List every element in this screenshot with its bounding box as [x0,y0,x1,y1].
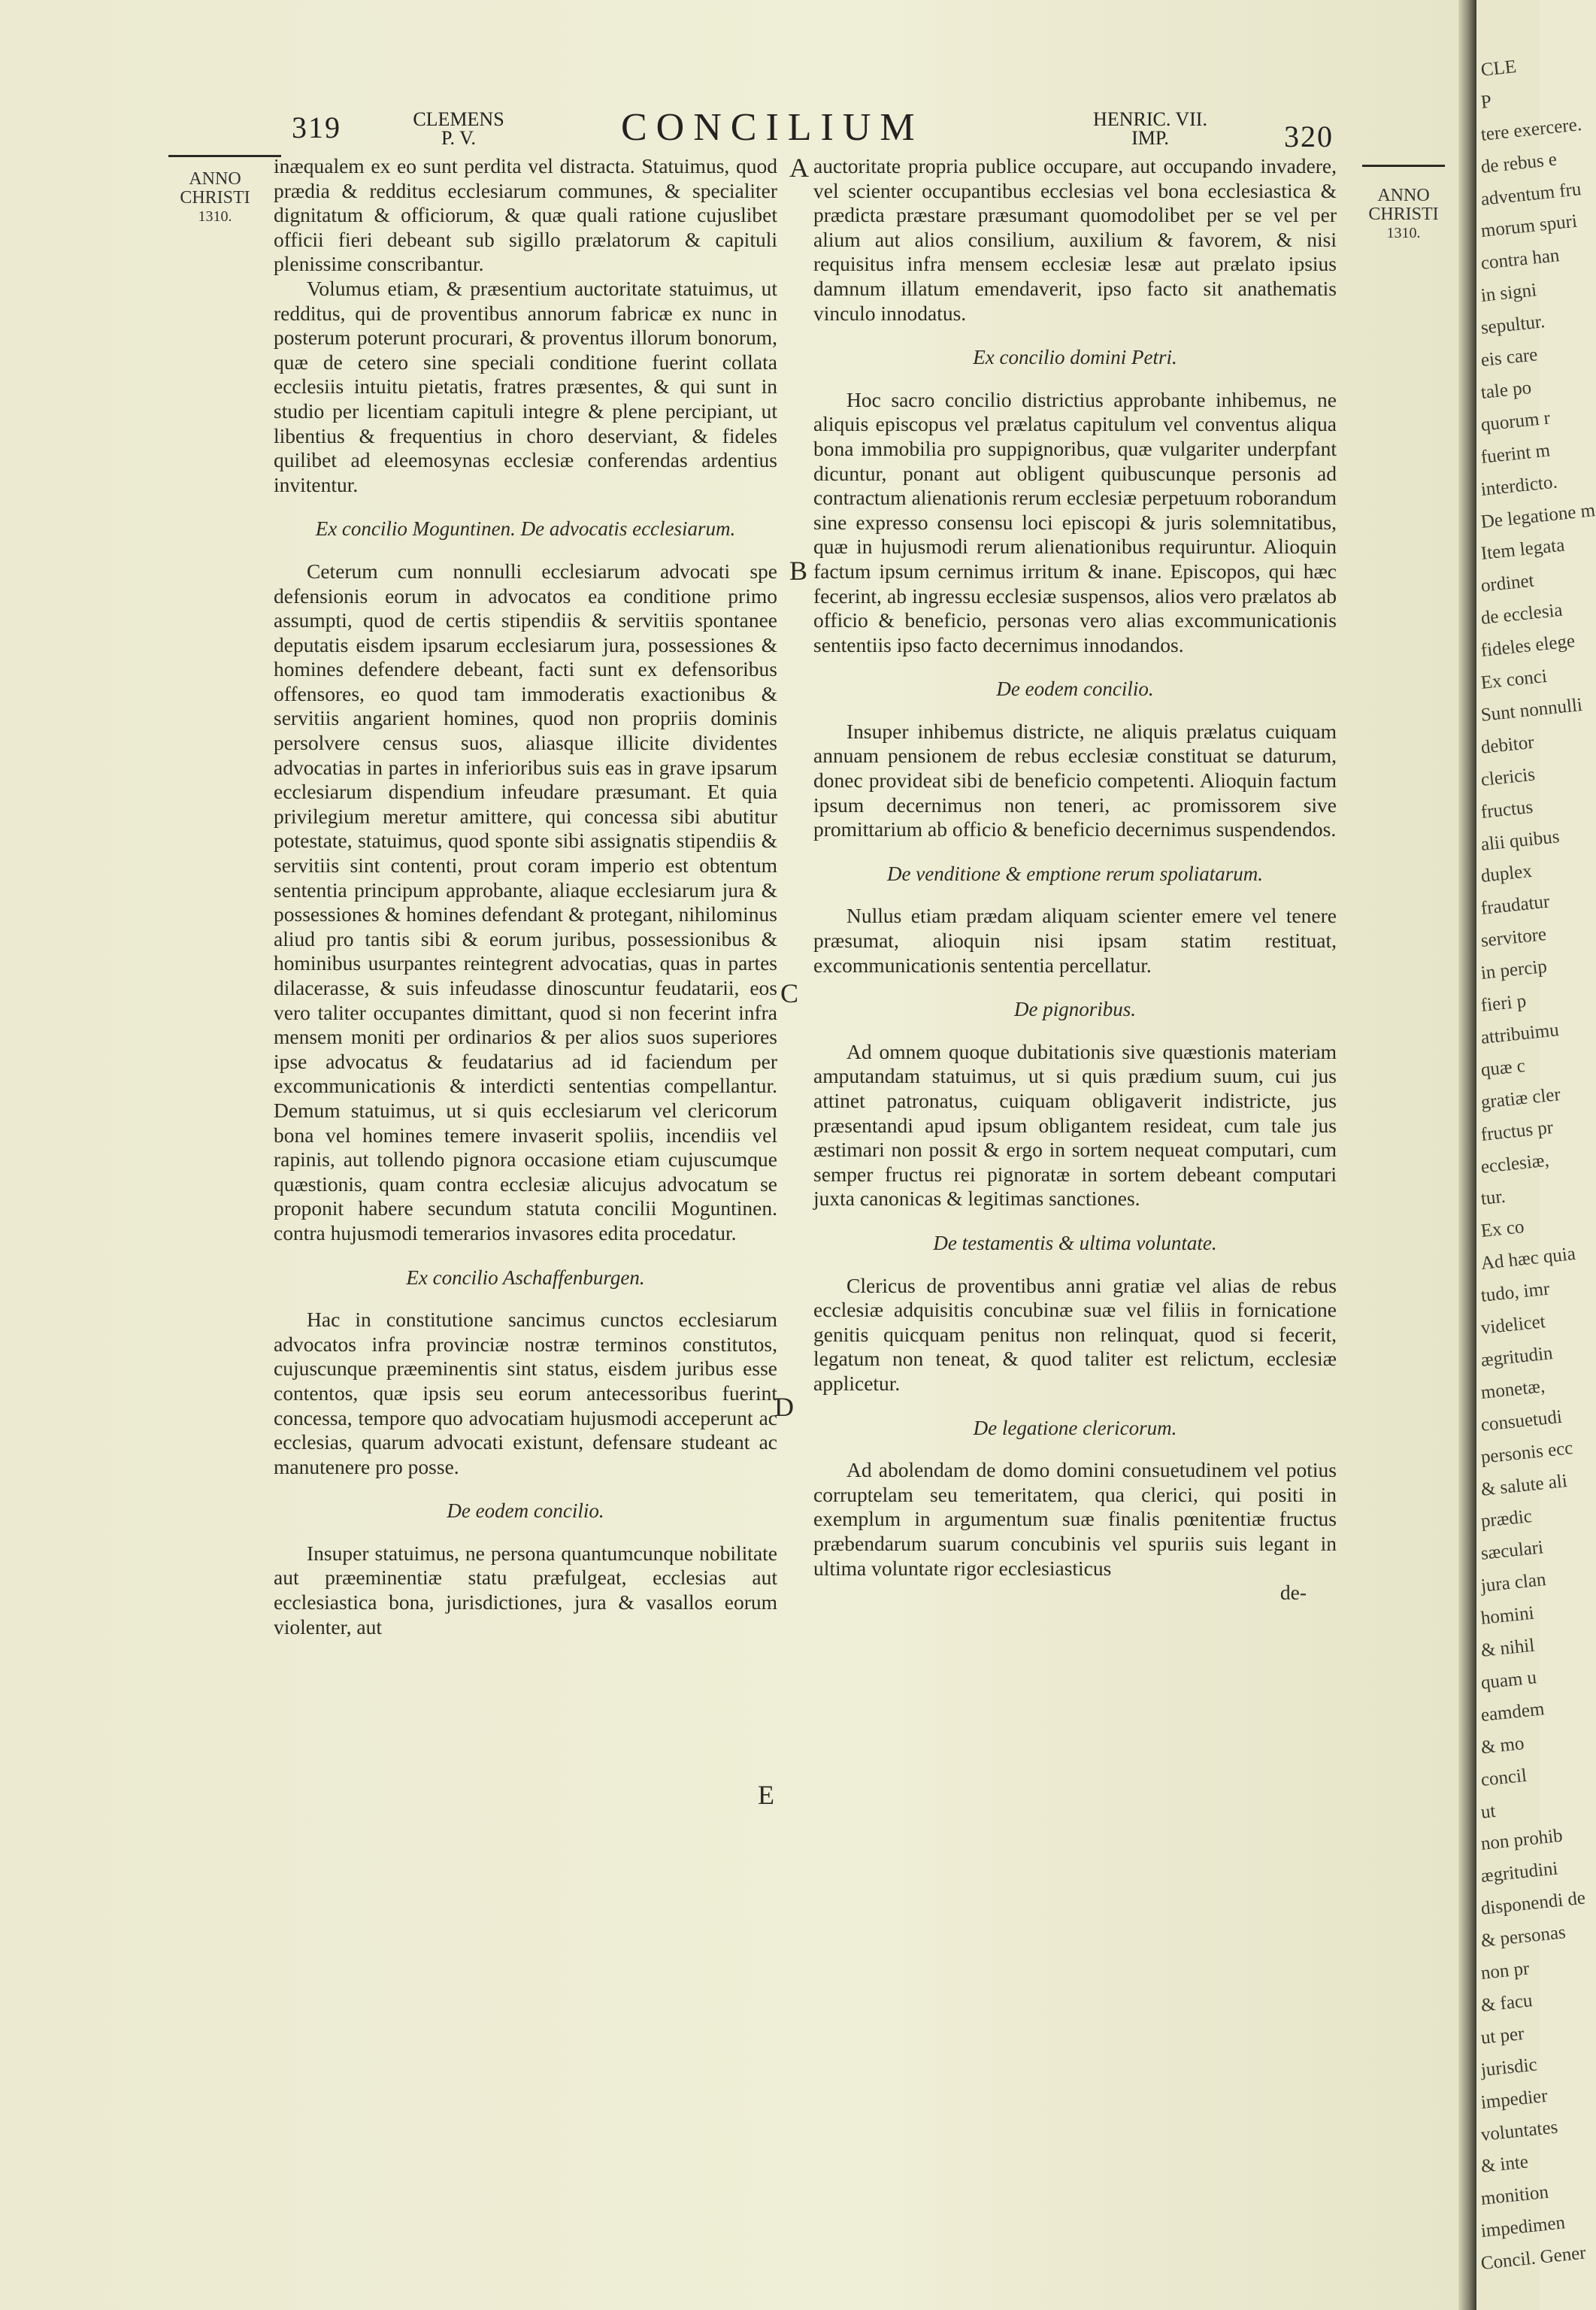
adjacent-page-line: jura clan [1479,1569,1547,1597]
paragraph: Insuper statuimus, ne persona quantumcunque nobilitate aut præeminentiæ statu præfulgeat, ecclesias aut ecclesiastica bona, jurisdictiones, jura & vasallos eorum violenter, aut [274,1541,777,1639]
adjacent-page-line: Ex conci [1479,665,1549,693]
adjacent-page-line: disponendi de [1479,1887,1587,1920]
adjacent-page-line: P [1479,91,1493,113]
adjacent-page-line: ægritudin [1479,1342,1554,1371]
left-column [274,154,777,1639]
adjacent-page-line: & salute ali [1479,1470,1568,1500]
adjacent-page-line: eis care [1479,344,1539,371]
adjacent-page-line: alii quibus [1479,826,1561,855]
section-letter-b: B [789,556,808,586]
anno-christi-right [1362,186,1445,243]
adjacent-page-line: impedier [1479,2085,1549,2113]
adjacent-page-line: personis ecc [1479,1437,1574,1468]
adjacent-page-line: debitor [1479,732,1535,758]
adjacent-page-line: & personas [1479,1922,1567,1952]
adjacent-page-line: tere exercere. [1479,114,1583,145]
anno-label: ANNO [189,169,241,189]
section-letter-c: C [780,978,799,1008]
adjacent-page-line: gratiæ cler [1479,1084,1561,1113]
adjacent-page-line: tale po [1479,377,1533,403]
adjacent-page-line: Item legata [1479,535,1566,565]
adjacent-page-line: quæ c [1479,1055,1527,1081]
catchword: de- [1280,1581,1307,1605]
adjacent-page-line: & facu [1479,1990,1534,2016]
running-head-left-line2: P. V. [441,127,477,149]
section-heading: De testamentis & ultima voluntate. [933,1231,1217,1254]
margin-rule-right [1362,165,1445,167]
running-head-left-line1: CLEMENS [413,108,504,130]
adjacent-page-line: Ex co [1479,1217,1525,1242]
paragraph: Nullus etiam prædam aliquam scienter emere vel tenere præsumat, alioquin nisi ipsam statim restituat, excommunicationis sententia percellatur. [813,904,1337,977]
year-label: 1310. [198,208,232,225]
section-letter-a: A [789,153,809,183]
adjacent-page-line: ægritudini [1479,1858,1559,1887]
adjacent-page-line: clericis [1479,764,1537,790]
anno-christi-left [170,170,260,226]
adjacent-page-line: adventum fru [1479,178,1582,210]
section-heading: De legatione clericorum. [973,1416,1177,1439]
adjacent-page-line: sepultur. [1479,311,1546,339]
section-letter-e: E [758,1780,774,1810]
adjacent-page-line: eamdem [1479,1699,1546,1726]
adjacent-page-line: de rebus e [1479,149,1558,177]
paragraph: Volumus etiam, & præsentium auctoritate statuimus, ut redditus, qui de proventibus annorum fabricæ ex nunc in posterum poterunt procurari, & proventus illorum bonorum, quæ de cetero sine speciali conditione fuerint collata ecclesiis intuitu pietatis, fratres præsentes, & qui sunt in studio per licentiam capituli integre & plene percipiant, ut libentius & frequentius in choro deserviant, & fideles quilibet ad eleemosynas ecclesiæ conferendas ardentius invitentur. [274,276,777,496]
adjacent-page-line: de ecclesia [1479,599,1564,629]
section-heading: De pignoribus. [1014,998,1136,1021]
christi-label: CHRISTI [1368,205,1439,224]
section-heading: Ex concilio domini Petri. [973,346,1177,369]
paragraph: Ad omnem quoque dubitationis sive quæstionis materiam amputandam statuimus, ut si quis prædium suum, cui jus attinet patronatus, cuiquam obligaverit indistricte, jus præsentandi apud ipsum obligantem resideat, cum tale jus æstimari non possit & ergo in sortem nequeat computari, cum semper fructus rei pignoratæ in sortem debeant computari juxta canonicas & legitimas sanctiones. [813,1039,1337,1211]
running-head-right-line1: HENRIC. VII. [1093,108,1207,130]
christi-label: CHRISTI [180,188,250,208]
adjacent-page-edge [1476,0,1596,2310]
adjacent-page-line: homini [1479,1602,1535,1629]
adjacent-page-line: quam u [1479,1667,1538,1693]
adjacent-page-line: monition [1479,2181,1550,2210]
adjacent-page-line: jurisdic [1479,2054,1538,2081]
adjacent-page-line: videlicet [1479,1311,1546,1338]
adjacent-page-line: morum spuri [1479,211,1579,242]
adjacent-page-line: ut per [1479,2023,1525,2048]
adjacent-page-line: voluntates [1479,2116,1559,2145]
margin-rule-left [168,155,281,157]
adjacent-page-line: fieri p [1479,990,1528,1016]
adjacent-page-line: duplex [1479,861,1534,887]
adjacent-page-line: servitore [1479,924,1548,952]
section-heading: De eodem concilio. [996,678,1154,701]
adjacent-page-line: Concil. Gener [1479,2242,1587,2275]
adjacent-page-line: attribuimu [1479,1020,1560,1048]
adjacent-page-line: fraudatur [1479,891,1551,920]
anno-label: ANNO [1377,186,1430,205]
adjacent-page-line: fuerint m [1479,440,1552,468]
adjacent-page-line: De legatione m [1479,499,1596,532]
adjacent-page-line: & inte [1479,2151,1530,2178]
adjacent-page-line: Ad hæc quia [1479,1244,1577,1275]
section-heading: Ex concilio Moguntinen. De advocatis ecclesiarum. [315,517,736,541]
running-head-left [406,110,511,147]
adjacent-page-line: ut [1479,1800,1497,1823]
adjacent-page-line: fideles elege [1479,631,1576,662]
adjacent-page-line: consuetudi [1479,1406,1564,1435]
running-head-right-line2: IMP. [1131,127,1169,149]
section-heading: Ex concilio Aschaffenburgen. [406,1266,645,1289]
adjacent-page-line: fructus pr [1479,1117,1555,1145]
running-head-right [1075,110,1225,147]
page-title: CONCILIUM [621,106,924,149]
adjacent-page-line: & nihil [1479,1635,1536,1661]
adjacent-page-line: fructus [1479,796,1534,823]
book-gutter [1458,0,1476,2310]
paragraph: Insuper inhibemus districte, ne aliquis prælatus cuiquam annuam pensionem de rebus ecclesiæ constituat se daturum, donec provideat sibi de beneficio competenti. Alioquin factum ipsum decernimus non teneri, ac promissorem sive promittarium ab officio & beneficio decernimus suspendendos. [813,719,1337,841]
adjacent-page-line: prædic [1479,1506,1534,1532]
adjacent-page-line: ecclesiæ, [1479,1150,1550,1178]
adjacent-page-line: in signi [1479,280,1538,307]
adjacent-page-line: monetæ, [1479,1375,1546,1403]
section-heading: De eodem concilio. [447,1499,604,1523]
right-column [813,154,1337,1605]
adjacent-page-line: in percip [1479,956,1549,984]
adjacent-page-line: concil [1479,1765,1528,1790]
adjacent-page-line: non prohib [1479,1826,1564,1855]
section-heading: De venditione & emptione rerum spoliatarum. [887,862,1263,885]
adjacent-page-line: contra han [1479,245,1561,274]
adjacent-page-line: tur. [1479,1187,1507,1210]
adjacent-page-line: ordinet [1479,571,1535,597]
adjacent-page-line: & mo [1479,1732,1525,1758]
paragraph: Ad abolendam de domo domini consuetudinem vel potius corruptelam seu temeritatem, qua clerici, qui positi in exemplum in argumentum suæ finalis pœnitentiæ fructus præbendarum suarum concubinis vel spuriis suis legant in ultima voluntate rigor ecclesiasticus [813,1458,1337,1580]
page-number-left: 319 [292,111,341,144]
paragraph: Hac in constitutione sancimus cunctos ecclesiarum advocatos infra provinciæ nostræ terminos constitutos, cujuscunque præeminentis sint status, eisdem juribus esse contentos, quæ ipsis seu eorum antecessoribus fuerint concessa, tempore quo advocatiam hujusmodi acceperunt ac ecclesias, quarum advocati existunt, defensare studeant ac manutenere pro posse. [274,1308,777,1478]
adjacent-page-line: interdicto. [1479,471,1558,500]
paragraph: inæqualem ex eo sunt perdita vel distracta. Statuimus, quod prædia & redditus ecclesiarum communes, & specialiter dignitatum & officiorum, & quæ quali ratione cujuslibet officii fieri debeant sub sigillo prælatorum & capituli plenissime conscribantur. [274,154,777,276]
paragraph: Clericus de proventibus anni gratiæ vel alias de rebus ecclesiæ adquisitis concubinæ suæ vel filiis in fornicatione genitis quicquam penitus non relinquat, quod si fecerit, legatum non teneat, & quod taliter est relictum, ecclesiæ applicetur. [813,1273,1337,1395]
adjacent-page-line: sæculari [1479,1537,1545,1565]
adjacent-page-line: tudo, imr [1479,1278,1551,1307]
paragraph: Ceterum cum nonnulli ecclesiarum advocati spe defensionis eorum in advocatos ea conditione primo assumpti, quod de certis stipendiis & servitiis spontanee deputatis eisdem ipsarum ecclesiarum jura, possessiones & homines defendere debeant, facti sunt ex defensoribus offensores, eo quod tam immoderatis exactionibus & servitiis angarient homines, quod non propriis dominis persolvere census suos, aliasque illicite dividentes advocatias in partes in inferioribus suis eas in grave ipsarum ecclesiarum dispendium infeudare præsumant. Et quia privilegium meretur amittere, qui concessa sibi abutitur potestate, statuimus, quod sponte sibi assignatis stipendiis & servitiis sint contenti, prout coram imperio est obtentum sententia principum approbante, aliaque ecclesiarum jura & possessiones & homines defendant & protegant, nihilominus aliud pro tantis sibi & eorum juribus, possessionibus & hominibus usurpantes reintegrent advocatias, quas in partes dilacerasse, & suis infeudasse dinoscuntur feudatarii, eos vero taliter occupantes dimittant, quod si non fecerint infra mensem moniti per ordinarios & per alios suos superiores ipse advocatus & feudatarius ad id faciendum per excommunicationis & interdicti sententias compellantur. Demum statuimus, ut si quis ecclesiarum vel clericorum bona vel homines temere invaserit spoliis, incendiis vel rapinis, aut tollendo pignora occasione etiam cujuscumque quæstionis, quam contra ecclesiæ alicujus advocatum se proponit habere secundum statuta concilii Moguntinen. contra hujusmodi temerarios invasores edita procedatur. [274,559,777,1244]
adjacent-page-line: impedimen [1479,2212,1567,2242]
paragraph: Hoc sacro concilio districtius approbante inhibemus, ne aliquis episcopus vel prælatus capitulum vel conventus aliqua bona immobilia pro suppignoribus, quæ vulgariter underpfant dicuntur, ponant aut obligent quibuscunque personis ad contractum alienationis rerum ecclesiæ perpetuum roborandum sine expresso consensu loci episcopi & juris solemnitatibus, quæ in hujusmodi rerum alienationibus requiruntur. Alioquin factum ipsum cernimus irritum & inane. Episcopos, qui hæc fecerint, ab ingressu ecclesiæ suspensos, alios vero prælatos ab officio & beneficio, personas vero alias excommunicationis sententiis ipso facto decernimus innodandos. [813,387,1337,656]
adjacent-page-line: non pr [1479,1958,1531,1984]
adjacent-page-line: CLE [1479,56,1518,80]
page-number-right: 320 [1284,120,1334,153]
paragraph: auctoritate propria publice occupare, aut occupando invadere, vel scienter occupantibus ecclesias vel bona ecclesiastica & prædicta præstare præsumant quomodolibet per se vel per alium aut alios consilium, auxilium & favorem, & nisi requisitus infra mensem ecclesiæ lesæ aut prælato ipsius damnum illatum emendaverit, ipso facto sit anathematis vinculo innodatus. [813,154,1337,325]
year-label: 1310. [1386,225,1421,241]
adjacent-page-line: Sunt nonnulli [1479,694,1584,726]
adjacent-page-line: quorum r [1479,408,1552,435]
section-letter-d: D [774,1392,794,1422]
